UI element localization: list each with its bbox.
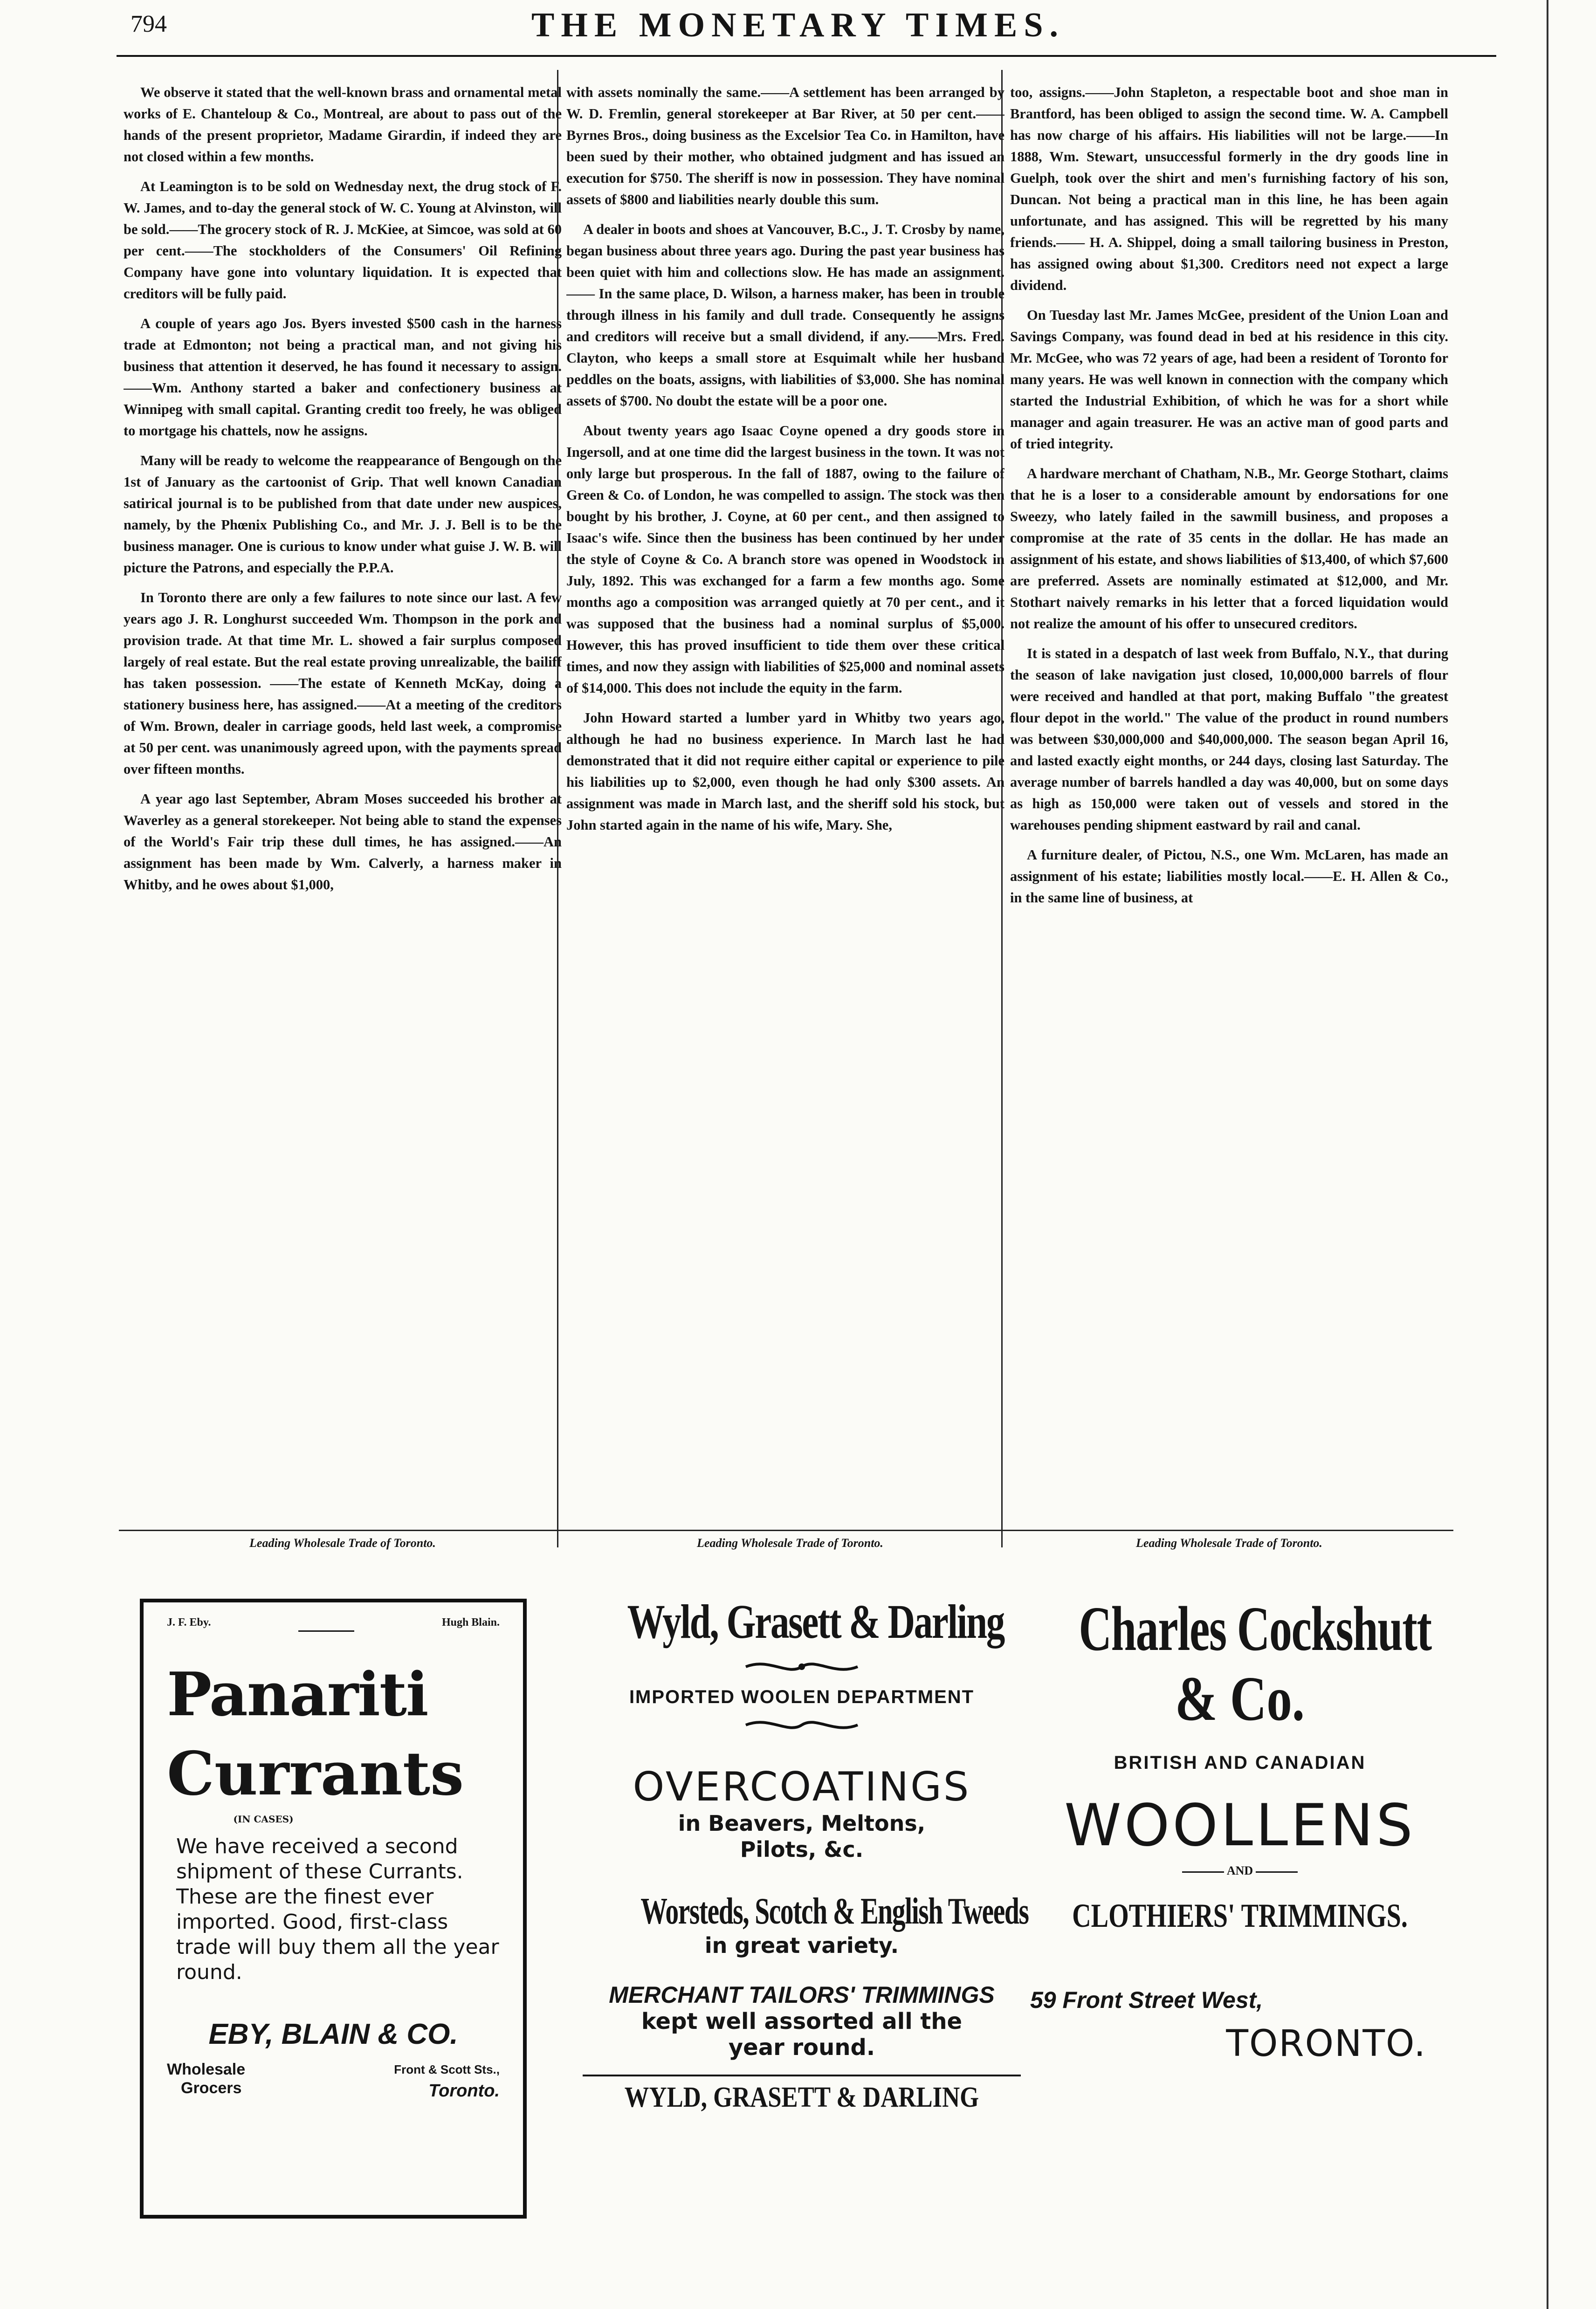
page-number: 794 — [131, 11, 167, 37]
ad-type: Wholesale — [167, 2061, 246, 2078]
caption-rule — [119, 1530, 566, 1531]
ad-headline: Currants — [167, 1739, 464, 1809]
ad-address: Front & Scott Sts., — [394, 2062, 500, 2076]
ad-product: MERCHANT TAILORS' TRIMMINGS — [609, 1982, 995, 2008]
page-edge — [1547, 0, 1548, 2309]
paragraph: A hardware merchant of Chatham, N.B., Mr. George Stothart, claims that he is a loser to a considerable amount by endorsations for one Sweezy, who lately failed in the sawmill business, and proposes a compromise at the rate of 35 cents in the dollar. He has made an assignment of his estate, and shows liabilities of $13,400, of which $7,600 are preferred. Assets are nominally estimated at $12,000, and Mr. Stothart naively remarks in his letter that a forced liquidation would not realize the amount of his offer to unsecured creditors. — [1010, 466, 1448, 632]
ad-title: Wyld, Grasett & Darling — [627, 1595, 1004, 1649]
flourish-ornament — [578, 1712, 1025, 1740]
ad-city: Toronto. — [428, 2081, 500, 2101]
paragraph: We observe it stated that the well-known brass and ornamental metal works of E. Chanteloup & Co., Montreal, are about to pass out of the hands of the present proprietor, Madame Girardin, if indeed they are not closed within a few months. — [124, 84, 562, 165]
divider — [1182, 1871, 1224, 1873]
ad-footer — [167, 2060, 500, 2100]
ad-footer-right — [394, 2060, 500, 2100]
ad-caption: Leading Wholesale Trade of Toronto. — [697, 1536, 883, 1550]
flourish-icon — [741, 1713, 862, 1737]
ad-connector — [1016, 1864, 1464, 1878]
ad-wyld-grasett — [578, 1594, 1029, 2228]
ad-headline: Panariti — [167, 1660, 428, 1730]
ad-footer-left — [167, 2060, 245, 2100]
paragraph: A furniture dealer, of Pictou, N.S., one Wm. McLaren, has made an assignment of his estate; liabilities mostly local.——E. H. Allen & Co., in the same line of business, at — [1010, 847, 1448, 906]
paragraph: John Howard started a lumber yard in Whitby two years ago, although he had no business experience. In March last he had demonstrated that it did not require either capital or experience to pile his liabilities up to $2,000, even though he had only $300 assets. An assignment was made in March last, and the sheriff sold his stock, but John started again in the name of his wife, Mary. She, — [566, 710, 1004, 833]
ad-detail: year round. — [728, 2034, 875, 2061]
and-label: AND — [1226, 1864, 1253, 1877]
ad-address: 59 Front Street West, — [1030, 1987, 1263, 2013]
ad-title: Charles Cockshutt — [1079, 1594, 1431, 1664]
ad-caption: Leading Wholesale Trade of Toronto. — [249, 1536, 436, 1550]
name-left: J. F. Eby. — [167, 1616, 211, 1629]
paragraph: too, assigns.——John Stapleton, a respectable boot and shoe man in Brantford, has been obliged to assign the second time. W. A. Campbell has now charge of his affairs. His liabilities will not be large.——In 1888, Wm. Stewart, unsuccessful formerly in the dry goods line in Guelph, took over the shirt and men's furnishing factory of his son, Duncan. Not being a practical man in this line, he has been again unfortunate, and has assigned. This will be regretted by his many friends.—— H. A. Shippel, doing a small tailoring business in Preston, has assigned owing about $1,300. Creditors need not expect a large dividend. — [1010, 84, 1448, 293]
ad-department: IMPORTED WOOLEN DEPARTMENT — [629, 1687, 975, 1707]
ad-type: Grocers — [181, 2079, 242, 2097]
ad-eby-blain — [140, 1599, 527, 2219]
ad-product: WOOLLENS — [1064, 1792, 1416, 1859]
divider — [298, 1630, 354, 1632]
ad-names — [167, 1616, 500, 1632]
paragraph: In Toronto there are only a few failures to note since our last. A few years ago J. R. Longhurst succeeded Wm. Thompson in the pork and provision trade. At that time Mr. L. showed a fair surplus composed largely of real estate. But the real estate proving unrealizable, the bailiff has taken possession. ——The estate of Kenneth McKay, doing a stationery business here, has assigned.——At a meeting of the creditors of Wm. Brown, dealer in carriage goods, held last week, a compromise at 50 per cent. was unanimously agreed upon, with the payments spread over fifteen months. — [124, 590, 562, 777]
paragraph: A couple of years ago Jos. Byers invested $500 cash in the harness trade at Edmonton; not being a practical man, and not giving his business that attention it deserved, he has found it necessary to assign.——Wm. Anthony started a baker and confectionery business at Winnipeg with small capital. Granting credit too freely, he was obliged to mortgage his chattels, now he assigns. — [124, 316, 562, 439]
ad-caption: Leading Wholesale Trade of Toronto. — [1136, 1536, 1322, 1550]
ad-product: Worsteds, Scotch & English Tweeds — [640, 1891, 1029, 1932]
article-column-1 — [124, 82, 562, 1526]
ad-rule — [583, 2075, 1021, 2076]
ad-firm: EBY, BLAIN & CO. — [208, 2018, 458, 2050]
article-column-2 — [566, 82, 1004, 1526]
caption-rule — [1006, 1530, 1453, 1531]
ad-body: We have received a second shipment of these Currants. These are the finest ever imported. Good, first-class trade will buy them all the year round. — [176, 1835, 499, 1984]
paragraph: A year ago last September, Abram Moses succeeded his brother at Waverley as a general storekeeper. Not being able to stand the expenses of the World's Fair trip these dull times, he has assigned.——An assignment has been made by Wm. Calverly, a harness maker in Whitby, and he owes about $1,000, — [124, 791, 562, 893]
ad-city: TORONTO. — [1226, 2023, 1426, 2065]
ad-detail: Pilots, &c. — [740, 1837, 864, 1862]
ad-detail: kept well assorted all the — [641, 2008, 963, 2034]
flourish-icon — [741, 1655, 862, 1678]
paragraph: A dealer in boots and shoes at Vancouver, B.C., J. T. Crosby by name, began business about three years ago. During the past year business has been quiet with him and collections slow. He has made an assignment.—— In the same place, D. Wilson, a harness maker, has been in trouble through illness in his family and dull trade. Consequently he assigns and creditors will receive but a small dividend, if any.——Mrs. Fred. Clayton, who keeps a small store at Esquimalt while her husband peddles on the boats, assigns, with liabilities of $3,000. She has nominal assets of $700. No doubt the estate will be a poor one. — [566, 221, 1004, 409]
top-rule — [117, 55, 1496, 57]
paragraph: Many will be ready to welcome the reappearance of Bengough on the 1st of January as the cartoonist of Grip. That well known Canadian satirical journal is to be published from that date under new auspices, namely, by the Phœnix Publishing Co., and Mr. J. J. Bell is to be the business manager. One is curious to know under what guise J. W. B. will picture the Patrons, and especially the P.P.A. — [124, 453, 562, 576]
paragraph: On Tuesday last Mr. James McGee, president of the Union Loan and Savings Company, was found dead in bed at his residence in this city. Mr. McGee, who was 72 years of age, had been a resident of Toronto for many years. He was well known in connection with the company which started the Industrial Exhibition, of which he was for a short while manager and again treasurer. He was an active man of good parts and of tried integrity. — [1010, 307, 1448, 452]
ad-product: OVERCOATINGS — [633, 1764, 971, 1810]
article-column-3 — [1010, 82, 1448, 1526]
ad-subnote: (IN CASES) — [233, 1814, 294, 1825]
caption-rule — [562, 1530, 1009, 1531]
ad-detail: in great variety. — [704, 1933, 899, 1958]
ad-title: & Co. — [1175, 1664, 1305, 1734]
ad-firm: WYLD, GRASETT & DARLING — [624, 2082, 979, 2113]
paragraph: About twenty years ago Isaac Coyne opened a dry goods store in Ingersoll, and at one time did the largest business in the town. It was not only large but prosperous. In the fall of 1887, owing to the failure of Green & Co. of London, he was compelled to assign. The stock was then bought by his brother, J. Coyne, at 60 per cent., and then assigned to Isaac's wife. Since then the business has been continued by her under the style of Coyne & Co. A branch store was opened in Woodstock in July, 1892. This was exchanged for a farm a few months ago. Some months ago a composition was arranged quietly at 70 per cent., and it was supposed that the business had a nominal surplus of $5,000. However, this has proved insufficient to tide them over these critical times, and now they assign with liabilities of $25,000 and nominal assets of $14,000. This does not include the equity in the farm. — [566, 423, 1004, 696]
paragraph: At Leamington is to be sold on Wednesday next, the drug stock of F. W. James, and to-day the general stock of W. C. Young at Alvinston, will be sold.——The grocery stock of R. J. McKiee, at Simcoe, was sold at 60 per cent.——The stockholders of the Consumers' Oil Refining Company have gone into voluntary liquidation. It is expected that creditors will be fully paid. — [124, 179, 562, 302]
ad-cockshutt — [1016, 1594, 1464, 2247]
paragraph: with assets nominally the same.——A settlement has been arranged by W. D. Fremlin, general storekeeper at Bar River, at 50 per cent.——Byrnes Bros., doing business as the Excelsior Tea Co. in Hamilton, have been sued by their mother, who obtained judgment and has issued an execution for $750. The sheriff is now in possession. They have nominal assets of $800 and liabilities nearly double this sum. — [566, 84, 1004, 207]
divider — [1256, 1871, 1298, 1873]
name-right: Hugh Blain. — [441, 1616, 500, 1629]
paragraph: It is stated in a despatch of last week from Buffalo, N.Y., that during the season of lake navigation just closed, 10,000,000 barrels of flour were received and handled at that port, making Buffalo "the greatest flour depot in the world." The value of the product in round numbers was between $30,000,000 and $40,000,000. The season began April 16, and lasted exactly eight months, or 244 days, closing last Saturday. The average number of barrels handled a day was 40,000, but on some days as high as 150,000 were taken out of vessels and stored in the warehouses pending shipment eastward by rail and canal. — [1010, 646, 1448, 833]
ad-product: CLOTHIERS' TRIMMINGS. — [1072, 1897, 1408, 1934]
ad-detail: in Beavers, Meltons, — [678, 1811, 926, 1836]
masthead-title: THE MONETARY TIMES. — [531, 6, 1065, 44]
flourish-ornament — [578, 1654, 1025, 1682]
ad-subtitle: BRITISH AND CANADIAN — [1114, 1752, 1366, 1773]
